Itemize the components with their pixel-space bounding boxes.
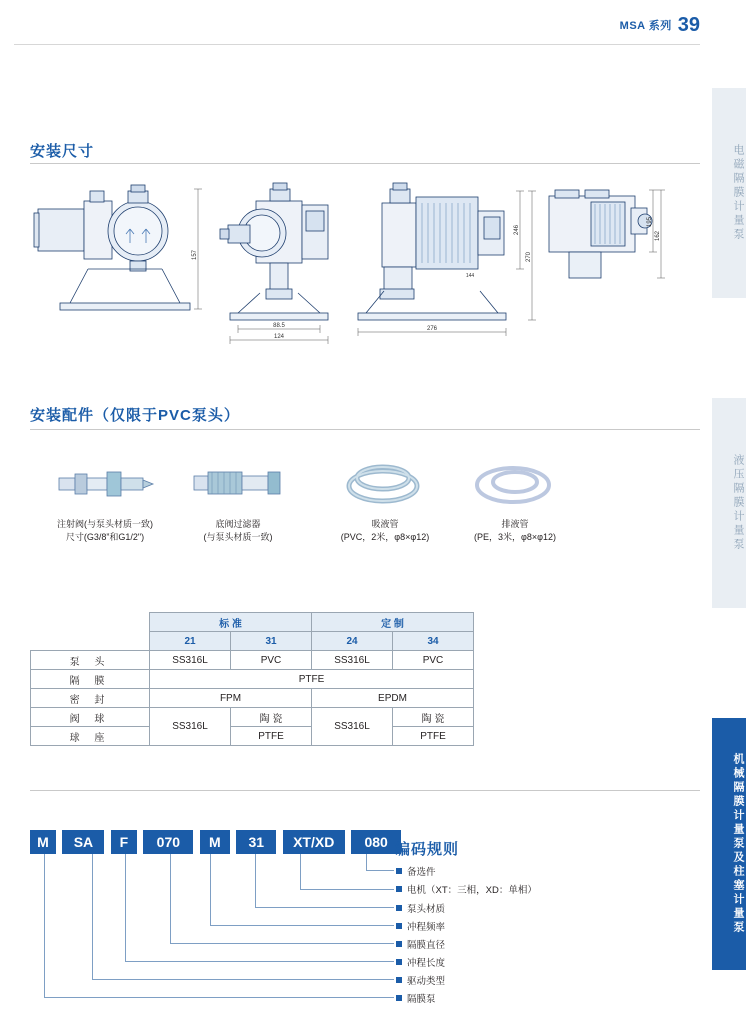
legend-text-diaphragm-pump: 隔膜泵 (407, 994, 436, 1005)
pump-drawing-side-view (30, 177, 205, 342)
accessory-suction-tube-line2: (PVC，2米，φ8×φ12) (340, 532, 430, 542)
row-label-valve-ball: 阀 球 (31, 708, 150, 727)
discharge-tube-icon (455, 452, 575, 514)
page-number: 39 (677, 14, 700, 36)
foot-valve-strainer-icon (178, 452, 298, 514)
svg-text:246: 246 (514, 224, 520, 236)
leader-line-1b (366, 870, 394, 871)
header-divider (14, 44, 700, 45)
legend-bullet-icon (396, 995, 402, 1001)
cell-pump-head-24: SS316L (312, 651, 393, 670)
materials-table (30, 612, 474, 746)
row-label-valve-seat: 球 座 (31, 727, 150, 746)
row-label-pump-head: 泵 头 (31, 651, 150, 670)
svg-text:124: 124 (273, 334, 285, 340)
coding-section-rule (30, 790, 700, 791)
legend-text-stroke-length: 冲程长度 (407, 958, 446, 969)
pump-drawing-front-view (210, 177, 360, 352)
code-box-080: 080 (351, 830, 401, 854)
svg-text:162: 162 (655, 230, 661, 242)
legend-bullet-icon (396, 905, 402, 911)
injection-valve-icon (45, 452, 165, 514)
accessories-section-rule (30, 429, 700, 430)
leader-line-6b (125, 961, 394, 962)
legend-item-stroke-frequency (396, 919, 445, 933)
leader-line-8b (44, 997, 394, 998)
side-tab-hydraulic[interactable]: 液压隔膜计量泵 (712, 398, 746, 608)
cell-valve-ball-21: SS316L (150, 708, 231, 746)
legend-item-head-material (396, 901, 445, 915)
side-tab-solenoid[interactable]: 电磁隔膜计量泵 (712, 88, 746, 298)
leader-line-7b (92, 979, 394, 980)
coding-title: 编码规则 (395, 841, 460, 858)
svg-text:276: 276 (426, 326, 438, 332)
cell-seal-epdm: EPDM (312, 689, 474, 708)
legend-item-diaphragm-pump (396, 991, 436, 1005)
table-row-seal (31, 689, 474, 708)
code-box-sa: SA (62, 830, 104, 854)
code-box-m: M (30, 830, 56, 854)
series-label: MSA 系列 (619, 20, 672, 32)
leader-line-2b (300, 889, 394, 890)
side-tab-mechanical[interactable]: 机械隔膜计量泵及柱塞计量泵 (712, 718, 746, 970)
code-box-f: F (111, 830, 137, 854)
code-row-blank (31, 632, 150, 651)
accessories-section-title: 安装配件（仅限于PVC泵头） (30, 407, 240, 424)
cell-valve-seat-34: PTFE (393, 727, 474, 746)
group-header-standard: 标 准 (150, 613, 312, 632)
cell-seal-fpm: FPM (150, 689, 312, 708)
table-row-valve-seat (31, 727, 474, 746)
accessory-injection-valve-line2: 尺寸(G3/8”和G1/2") (65, 532, 145, 542)
accessory-foot-valve-line2: (与泵头材质一致) (203, 532, 273, 542)
dimensions-section-title: 安装尺寸 (30, 143, 95, 160)
code-box-31: 31 (236, 830, 276, 854)
pump-drawing-top-view (535, 182, 665, 312)
table-corner-blank (31, 613, 150, 632)
code-header-24: 24 (312, 632, 393, 651)
leader-line-4b (210, 925, 394, 926)
leader-line-4 (210, 854, 211, 926)
dimension-drawings (30, 172, 670, 352)
legend-item-motor (396, 882, 537, 896)
accessory-discharge-tube-line2: (PE，3米，φ8×φ12) (474, 532, 556, 542)
legend-text-diaphragm-diameter: 隔膜直径 (407, 940, 446, 951)
legend-text-drive-type: 驱动类型 (407, 976, 446, 987)
legend-text-optional: 备选件 (407, 867, 436, 878)
code-header-21: 21 (150, 632, 231, 651)
table-row-diaphragm (31, 670, 474, 689)
page-header (0, 14, 700, 37)
code-header-34: 34 (393, 632, 474, 651)
leader-line-6 (125, 854, 126, 962)
row-label-seal: 密 封 (31, 689, 150, 708)
leader-line-3b (255, 907, 394, 908)
group-header-custom: 定 制 (312, 613, 474, 632)
legend-text-stroke-frequency: 冲程频率 (407, 922, 446, 933)
code-header-31: 31 (231, 632, 312, 651)
cell-pump-head-21: SS316L (150, 651, 231, 670)
discharge-tube-image (420, 448, 610, 518)
accessory-discharge-tube-line1: 排液管 (501, 519, 529, 529)
legend-bullet-icon (396, 886, 402, 892)
leader-line-1 (366, 854, 367, 871)
legend-text-motor: 电机（XT：三相，XD：单相） (407, 885, 537, 896)
cell-valve-ball-34: 陶 瓷 (393, 708, 474, 727)
table-row-group-headers (31, 613, 474, 632)
legend-item-stroke-length (396, 955, 445, 969)
leader-line-7 (92, 854, 93, 980)
legend-bullet-icon (396, 868, 402, 874)
svg-text:88.5: 88.5 (273, 323, 285, 329)
row-label-diaphragm: 隔 膜 (31, 670, 150, 689)
svg-text:195: 195 (647, 216, 653, 228)
svg-text:144: 144 (465, 273, 475, 279)
cell-diaphragm-all: PTFE (150, 670, 474, 689)
pump-drawing-rear-view (350, 177, 540, 352)
leader-line-3 (255, 854, 256, 908)
leader-line-5b (170, 943, 394, 944)
cell-valve-seat-31: PTFE (231, 727, 312, 746)
table-row-code-headers (31, 632, 474, 651)
legend-text-head-material: 泵头材质 (407, 904, 446, 915)
side-tab-bar (708, 0, 750, 1035)
svg-text:270: 270 (526, 251, 532, 263)
cell-valve-ball-24: SS316L (312, 708, 393, 746)
legend-bullet-icon (396, 941, 402, 947)
accessory-foot-valve-line1: 底阀过滤器 (215, 519, 261, 529)
legend-bullet-icon (396, 959, 402, 965)
svg-text:157: 157 (192, 249, 198, 261)
table-row-pump-head (31, 651, 474, 670)
accessory-injection-valve-line1: 注射阀(与泵头材质一致) (57, 519, 153, 529)
accessory-discharge-tube (420, 448, 610, 544)
table-row-valve-ball (31, 708, 474, 727)
cell-pump-head-34: PVC (393, 651, 474, 670)
accessory-suction-tube-line1: 吸液管 (371, 519, 399, 529)
coding-boxes (30, 830, 403, 854)
legend-bullet-icon (396, 923, 402, 929)
dimensions-section-rule (30, 163, 700, 164)
legend-item-optional (396, 864, 436, 878)
code-box-070: 070 (143, 830, 193, 854)
cell-pump-head-31: PVC (231, 651, 312, 670)
legend-item-drive-type (396, 973, 445, 987)
leader-line-5 (170, 854, 171, 944)
code-box-xtxd: XT/XD (283, 830, 345, 854)
code-box-m2: M (200, 830, 230, 854)
legend-item-diaphragm-diameter (396, 937, 445, 951)
legend-bullet-icon (396, 977, 402, 983)
cell-valve-ball-31: 陶 瓷 (231, 708, 312, 727)
leader-line-2 (300, 854, 301, 890)
leader-line-8 (44, 854, 45, 998)
